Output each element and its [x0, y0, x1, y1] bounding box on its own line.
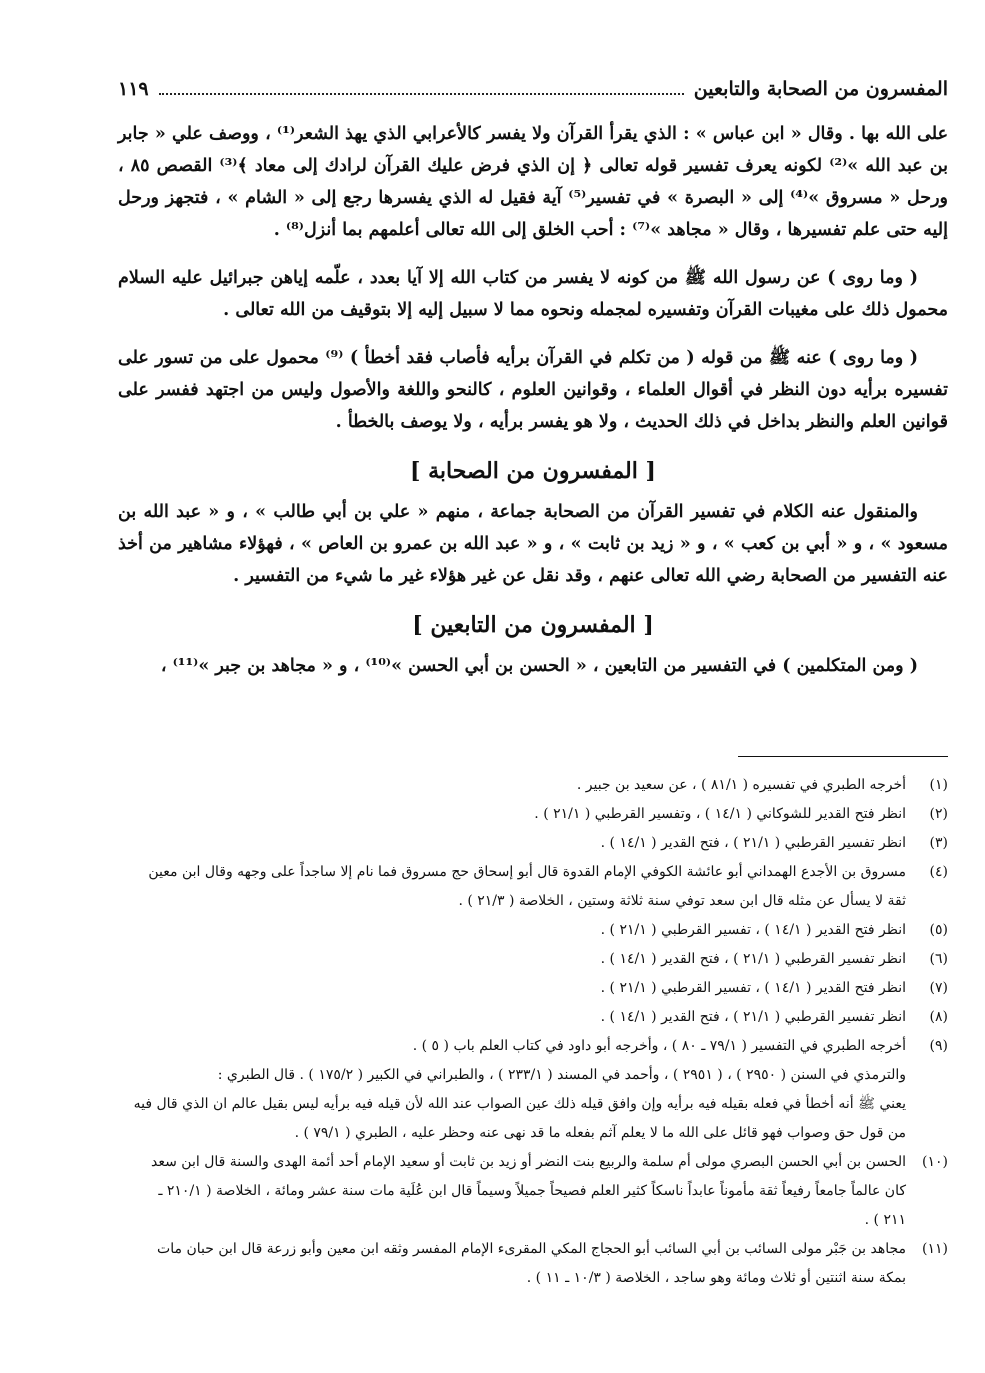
footnote-line: والترمذي في السنن ( ٢٩٥٠ ) ، ( ٢٩٥١ ) ، وأحمد في المسند ( ٢٣٣/١ ) ، والطبراني في الكبير ( ١٧٥/٢ ) . قال الطبري :: [217, 1067, 906, 1083]
footnote-line: ثقة لا يسأل عن مثله قال ابن سعد توفي سنة ثلاثة وستين ، الخلاصة ( ٢١/٣ ) .: [458, 893, 906, 909]
footnote: [118, 1235, 948, 1293]
footnote-number: (٥): [929, 922, 948, 938]
footnote-line: انظر تفسير القرطبي ( ٢١/١ ) ، فتح القدير ( ١٤/١ ) .: [600, 951, 906, 967]
paragraph-companions: والمنقول عنه الكلام في تفسير القرآن من الصحابة جماعة ، منهم « علي بن أبي طالب » ، و « عبد الله بن مسعود » ، و « أبي بن كعب » ، و « زيد بن ثابت » ، و « عبد الله بن عمرو بن العاص » ، فهؤلاء مشاهير من أخذ عنه التفسير من الصحابة رضي الله تعالى عنهم ، وقد نقل عن غير هؤلاء غير ما شيء من التفسير .: [118, 502, 948, 586]
footnote-line: أخرجه الطبري في التفسير ( ٧٩/١ ـ ٨٠ ) ، وأخرجه أبو داود في كتاب العلم باب ( ٥ ) .: [412, 1038, 906, 1054]
footnote-line: الحسن بن أبي الحسن البصري مولى أم سلمة والربيع بنت النضر أو زيد بن ثابت أو سعيد الإمام أحد أئمة الهدى والسنة قال ابن سعد: [151, 1154, 906, 1170]
paragraph-2: ( وما روى ) عن رسول الله ﷺ من كونه لا يفسر من كتاب الله إلا آيا بعدد ، علّمه إياهن جبرائيل عليه السلام محمول ذلك على مغيبات القرآن وتفسيره لمجمله ونحوه مما لا سبيل إليه إلا بتوقيف من الله تعالى .: [118, 268, 948, 320]
main-text: [118, 118, 948, 682]
footnote: [118, 829, 948, 858]
footnote-number: (٣): [929, 835, 948, 851]
paragraph-followers: ( ومن المتكلمين ) في التفسير من التابعين ، « الحسن بن أبي الحسن »⁽¹⁰⁾ ، و « مجاهد بن جبر »⁽¹¹⁾ ،: [160, 656, 918, 676]
footnote-text: [118, 858, 906, 916]
footnote-text: [118, 1032, 906, 1148]
footnote: [118, 974, 948, 1003]
footnote-line: من قول حق وصواب فهو قائل على الله ما لا يعلم آثم بفعله ما قد نهى عنه وحظر عليه ، الطبري ( ٧٩/١ ) .: [294, 1125, 906, 1141]
footnote-number: (١٠): [922, 1154, 948, 1170]
header-title: المفسرون من الصحابة والتابعين: [693, 78, 948, 100]
footnote-text: [118, 800, 906, 829]
footnote: [118, 771, 948, 800]
footnote-line: انظر تفسير القرطبي ( ٢١/١ ) ، فتح القدير ( ١٤/١ ) .: [600, 1009, 906, 1025]
header-dot-leader: [159, 79, 684, 95]
footnote-line: مجاهد بن جَبْر مولى السائب بن أبي السائب أبو الحجاج المكي المقرىء الإمام المفسر وثقه ابن معين وأبو زرعة قال ابن حبان مات: [157, 1241, 906, 1257]
footnotes: [118, 771, 948, 1293]
footnote-text: [118, 1003, 906, 1032]
section-heading-followers: [ المفسرون من التابعين ]: [412, 612, 654, 638]
running-header: [118, 78, 948, 108]
footnote-line: ٢١١ ) .: [864, 1212, 906, 1228]
footnote-number: (٦): [929, 951, 948, 967]
footnote: [118, 858, 948, 916]
footnote-line: انظر تفسير القرطبي ( ٢١/١ ) ، فتح القدير ( ١٤/١ ) .: [600, 835, 906, 851]
footnote: [118, 1148, 948, 1235]
book-page: [118, 78, 948, 1338]
paragraph-3: ( وما روى ) عنه ﷺ من قوله ( من تكلم في القرآن برأيه فأصاب فقد أخطأ ) ⁽⁹⁾ محمول على من تسور على تفسيره برأيه دون النظر في أقوال العلماء ، وقوانين العلوم ، كالنحو واللغة والأصول وليس من اجتهد ففسر على قوانين العلم والنظر بداخل في ذلك الحديث ، ولا هو يفسر برأيه ، ولا يوصف بالخطأ .: [118, 348, 948, 432]
footnote-text: [118, 945, 906, 974]
footnote-separator: [738, 756, 948, 757]
footnote-number: (٧): [929, 980, 948, 996]
section-heading-companions: [ المفسرون من الصحابة ]: [410, 458, 656, 484]
footnote: [118, 916, 948, 945]
footnote-text: [118, 829, 906, 858]
footnote-text: [118, 974, 906, 1003]
footnote-text: [118, 1148, 906, 1235]
footnote-line: مسروق بن الأجدع الهمداني أبو عائشة الكوفي الإمام القدوة قال أبو إسحاق حج مسروق فما نام إلا ساجداً على وجهه وقال ابن معين: [148, 864, 906, 880]
footnote-line: كان عالماً جامعاً رفيعاً ثقة مأموناً عابداً ناسكاً كثير العلم فصيحاً جميلاً وسيماً قال ابن عُلَية مات سنة عشر ومائة ، الخلاصة ( ٢١٠/١ ـ: [158, 1183, 906, 1199]
footnote-line: بمكة سنة اثنتين أو ثلاث ومائة وهو ساجد ، الخلاصة ( ١٠/٣ ـ ١١ ) .: [526, 1270, 906, 1286]
footnote-line: انظر فتح القدير ( ١٤/١ ) ، تفسير القرطبي ( ٢١/١ ) .: [600, 980, 906, 996]
footnote-number: (١): [929, 777, 948, 793]
footnote: [118, 945, 948, 974]
footnote-text: [118, 771, 906, 800]
footnote-text: [118, 916, 906, 945]
paragraph-1: على الله بها . وقال « ابن عباس » : الذي يقرأ القرآن ولا يفسر كالأعرابي الذي يهذ الشعر⁽¹⁾ ، ووصف علي « جابر بن عبد الله »⁽²⁾ لكونه يعرف تفسير قوله تعالى ﴿ إن الذي فرض عليك القرآن لرادك إلى معاد ﴾⁽³⁾ القصص ٨٥ ، ورحل « مسروق »⁽⁴⁾ إلى « البصرة » في تفسير⁽⁵⁾ آية فقيل له الذي يفسرها رجع إلى « الشام » ، فتجهز ورحل إليه حتى علم تفسيرها ، وقال « مجاهد »⁽⁷⁾ : أحب الخلق إلى الله تعالى أعلمهم بما أنزل⁽⁸⁾ .: [118, 124, 949, 240]
footnote-number: (٤): [929, 864, 948, 880]
footnote-text: [118, 1235, 906, 1293]
footnote: [118, 800, 948, 829]
footnote-number: (٨): [929, 1009, 948, 1025]
footnote-line: انظر فتح القدير للشوكاني ( ١٤/١ ) ، وتفسير القرطبي ( ٢١/١ ) .: [534, 806, 906, 822]
footnote: [118, 1003, 948, 1032]
footnote-line: أخرجه الطبري في تفسيره ( ٨١/١ ) ، عن سعيد بن جبير .: [576, 777, 906, 793]
footnote-number: (٩): [929, 1038, 948, 1054]
footnote-line: يعني ﷺ أنه أخطأ في فعله بقيله فيه برأيه وإن وافق قيله ذلك عين الصواب عند الله لأن قيله فيه برأيه ليس بقيل عالم ان الذي قال فيه: [133, 1096, 906, 1112]
footnote-number: (٢): [929, 806, 948, 822]
footnote-line: انظر فتح القدير ( ١٤/١ ) ، تفسير القرطبي ( ٢١/١ ) .: [600, 922, 906, 938]
footnote-number: (١١): [922, 1241, 948, 1257]
footnote: [118, 1032, 948, 1148]
page-number: ١١٩: [118, 78, 149, 100]
